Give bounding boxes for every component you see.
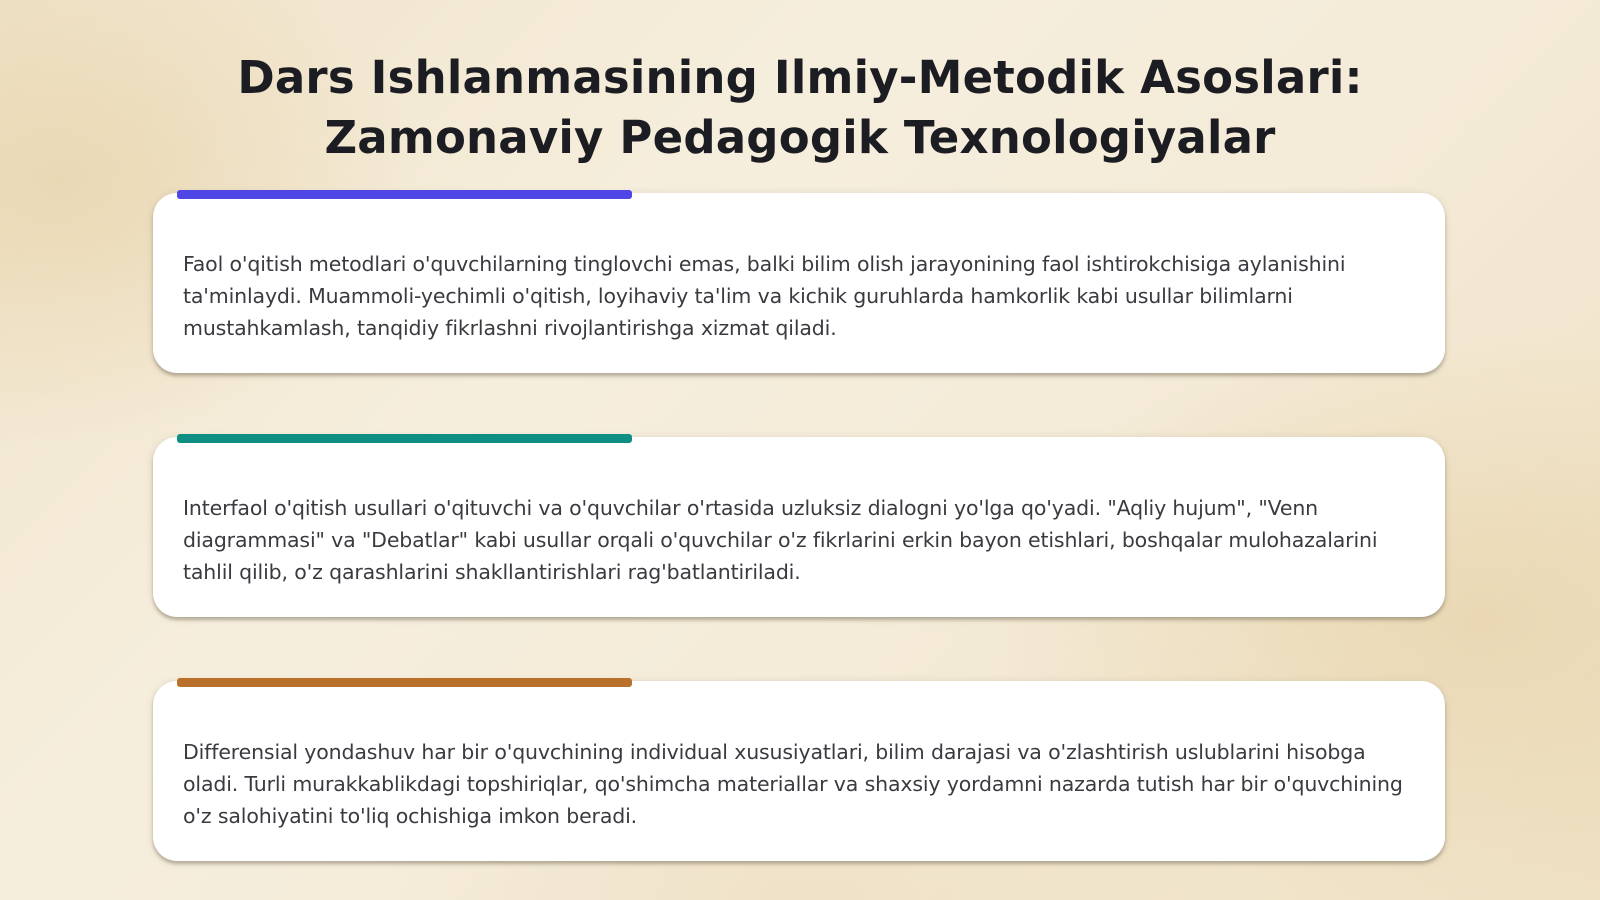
card-accent-bar	[177, 190, 632, 199]
card-text: Differensial yondashuv har bir o'quvchining individual xususiyatlari, bilim darajasi va o'zlashtirish uslublarini hisobga oladi. Turli murakkablikdagi topshiriqlar, qo'shimcha materiallar va shaxsiy yordamni nazarda tutish har bir o'quvchining o'z salohiyatini to'liq ochishiga imkon beradi.	[183, 740, 1403, 828]
card-body	[153, 437, 1445, 617]
slide-title-line-1: Dars Ishlanmasining Ilmiy-Metodik Asoslari:	[237, 51, 1363, 104]
card-body	[153, 681, 1445, 861]
slide-title	[100, 48, 1500, 168]
card-accent-bar	[177, 434, 632, 443]
card-body	[153, 193, 1445, 373]
card-accent-bar	[177, 678, 632, 687]
card-text: Faol o'qitish metodlari o'quvchilarning tinglovchi emas, balki bilim olish jarayonining faol ishtirokchisiga aylanishini ta'minlaydi. Muammoli-yechimli o'qitish, loyihaviy ta'lim va kichik guruhlarda hamkorlik kabi usullar bilimlarni mustahkamlash, tanqidiy fikrlashni rivojlantirishga xizmat qiladi.	[183, 252, 1346, 340]
card-text: Interfaol o'qitish usullari o'qituvchi va o'quvchilar o'rtasida uzluksiz dialogni yo'lga qo'yadi. "Aqliy hujum", "Venn diagrammasi" va "Debatlar" kabi usullar orqali o'quvchilar o'z fikrlarini erkin bayon etishlari, boshqalar mulohazalarini tahlil qilib, o'z qarashlarini shakllantirishlari rag'batlantiriladi.	[183, 496, 1378, 584]
slide-title-line-2: Zamonaviy Pedagogik Texnologiyalar	[324, 111, 1276, 164]
